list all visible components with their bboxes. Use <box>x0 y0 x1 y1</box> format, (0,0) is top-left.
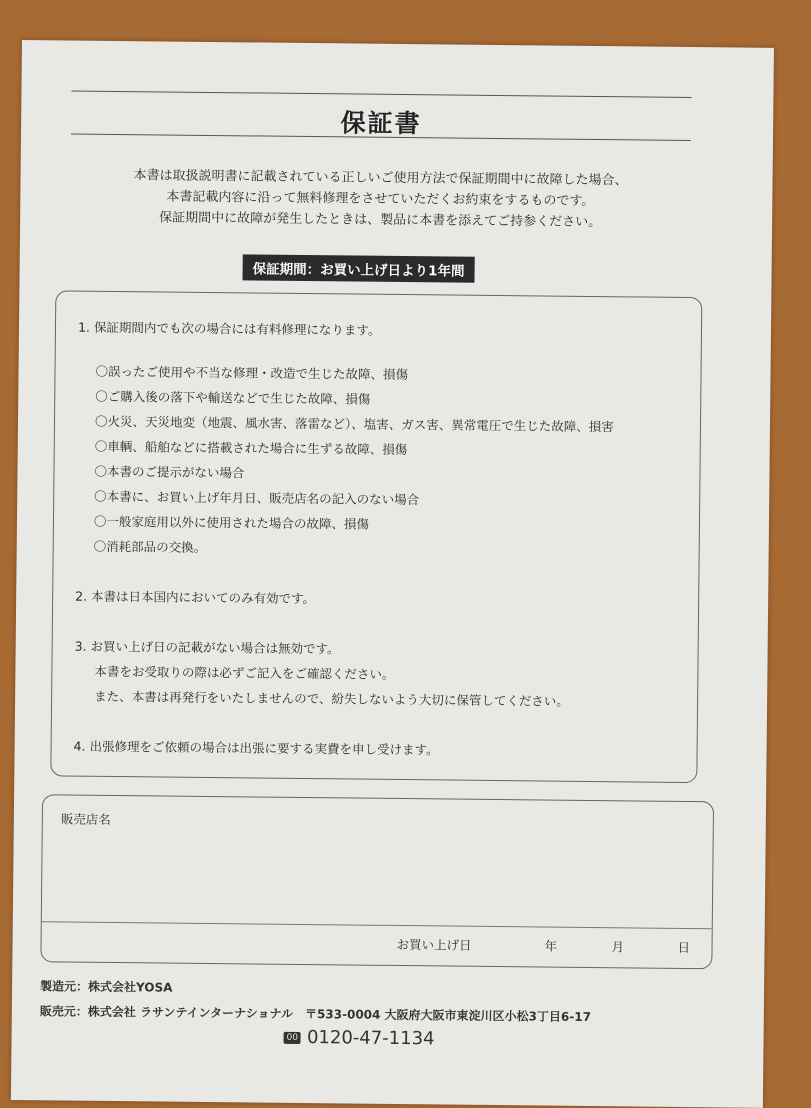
intro-line: 本書記載内容に沿って無料修理をさせていただくお約束をするものです。 <box>166 189 595 210</box>
day-label: 日 <box>677 939 691 956</box>
top-rule <box>71 91 691 98</box>
dealer-box <box>40 794 714 969</box>
term-2: 2. 本書は日本国内においてのみ有効です。 <box>75 588 316 607</box>
phone-line <box>283 1027 434 1050</box>
term-4: 4. 出張修理をご依頼の場合は出張に要する実費を申し受けます。 <box>73 738 439 758</box>
term-3-note: 本書をお受取りの際は必ずご記入をご確認ください。 <box>94 663 395 682</box>
phone-number: 0120-47-1134 <box>306 1027 435 1050</box>
warranty-period-badge: 保証期間：お買い上げ日より1年間 <box>242 254 474 282</box>
condition: 〇火災、天災地変（地震、風水害、落雷など）、塩害、ガス害、異常電圧で生じた故障、損害 <box>94 413 614 435</box>
intro-line: 保証期間中に故障が発生したときは、製品に本書を添えてご持参ください。 <box>159 210 602 231</box>
manufacturer: 製造元：株式会社YOSA <box>40 979 173 995</box>
purchase-date-label: お買い上げ日 <box>396 936 472 953</box>
intro-line: 本書は取扱説明書に記載されている正しいご使用方法で保証期間中に故障した場合、 <box>133 168 628 189</box>
free-dial-icon: 00 <box>284 1032 302 1044</box>
intro-text <box>20 164 741 235</box>
term-3: 3. お買い上げ日の記載がない場合は無効です。 <box>74 638 340 657</box>
dealer-divider <box>42 921 712 929</box>
term-3-note: また、本書は再発行をいたしませんので、紛失しないよう大切に保管してください。 <box>94 688 569 709</box>
term-1: 1. 保証期間内でも次の場合には有料修理になります。 <box>77 319 381 338</box>
condition: 〇消耗部品の交換。 <box>93 538 207 555</box>
condition: 〇本書のご提示がない場合 <box>94 463 245 481</box>
condition: 〇本書に、お買い上げ年月日、販売店名の記入のない場合 <box>94 488 420 508</box>
month-label: 月 <box>611 939 625 955</box>
dealer-name-label: 販売店名 <box>60 811 111 827</box>
page-title: 保証書 <box>340 108 422 139</box>
warranty-card <box>11 40 774 1108</box>
condition: 〇一般家庭用以外に使用された場合の故障、損傷 <box>93 513 370 532</box>
condition: 〇ご購入後の落下や輸送などで生じた故障、損傷 <box>95 388 371 407</box>
condition: 〇誤ったご使用や不当な修理・改造で生じた故障、損傷 <box>95 363 409 383</box>
year-label: 年 <box>544 938 558 954</box>
seller: 販売元：株式会社 ラサンテインターナショナル 〒533-0004 大阪府大阪市東淀川区小松3丁目6-17 <box>39 1004 592 1025</box>
terms-box <box>50 290 702 783</box>
condition: 〇車輌、船舶などに搭載された場合に生ずる故障、損傷 <box>94 438 408 458</box>
